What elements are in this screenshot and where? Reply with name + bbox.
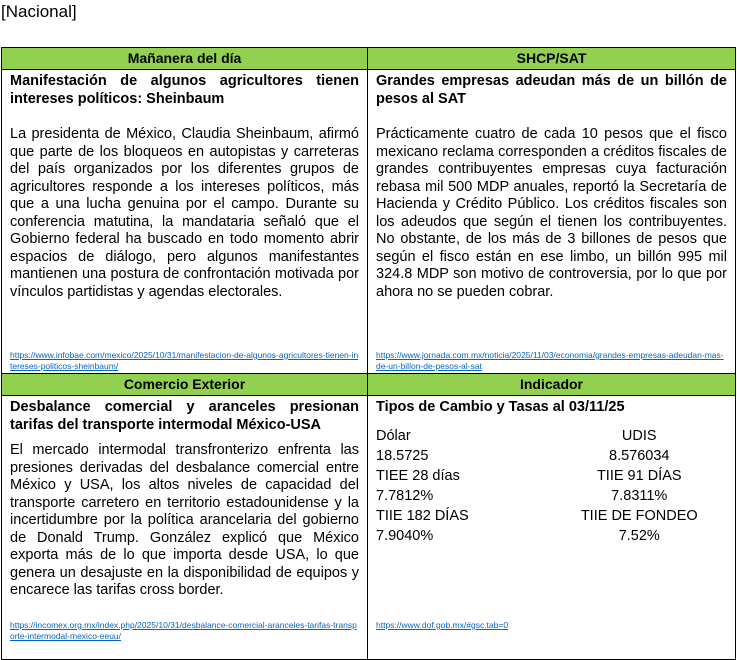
tiie28-value: 7.7812% (376, 488, 434, 504)
tiie91-label: TIIE 91 DÍAS (596, 468, 682, 484)
header-mananera: Mañanera del día (2, 48, 368, 70)
udis-label: UDIS (621, 428, 657, 444)
article-body: La presidenta de México, Claudia Sheinbaum, afirmó que parte de los bloqueos en autopistas y carreteras del país organizados por los diferentes grupos de agricultores responde a los intereses políticos, más que a una lucha genuina por el campo. Durante su conferencia matutina, la mandataria señaló que el Gobierno federal ha buscado en todo momento abrir espacios de diálogo, pero algunos manifestantes mantienen una postura de confrontación motivada por vínculos partidistas y agendas electorales. (10, 126, 359, 300)
tiie28-label: TIEE 28 días (376, 468, 460, 484)
tiie182-value: 7.9040% (376, 528, 434, 544)
article-title: Desbalance comercial y aranceles presionan tarifas del transporte intermodal México-USA (10, 399, 359, 433)
article-title: Grandes empresas adeudan más de un billón de pesos al SAT (376, 73, 727, 107)
header-shcp-sat: SHCP/SAT (368, 48, 736, 70)
region-label: [Nacional] (1, 2, 77, 21)
cell-indicador (368, 396, 736, 660)
source-link[interactable]: https://www.dof.gob.mx/#gsc.tab=0 (376, 620, 509, 630)
source-link[interactable]: https://www.infobae.com/mexico/2025/10/31/manifestacion-de-algunos-agricultores-tienen-intereses-politicos-sheinbaum/ (10, 350, 359, 371)
article-body: Prácticamente cuatro de cada 10 pesos que el fisco mexicano reclama corresponden a créditos fiscales de grandes contribuyentes empresas cuya facturación rebasa mil 500 MDP anuales, reportó la Secretaría de Hacienda y Crédito Público. Los créditos fiscales son los adeudos que según el tienen los contribuyentes. No obstante, de los más de 3 billones de pesos que según el fisco están en ese limbo, un billón 995 mil 324.8 MDP son motivo de controversia, por lo que por ahora no se pueden cobrar. (376, 126, 727, 300)
header-comercio-exterior: Comercio Exterior (2, 374, 368, 396)
source-link[interactable]: https://incomex.org.mx/index.php/2025/10/31/desbalance-comercial-aranceles-tarifas-transporte-intermodal-mexico-eeuu/ (10, 620, 357, 641)
fondeo-label: TIIE DE FONDEO (580, 508, 698, 524)
source-link[interactable]: https://www.jornada.com.mx/noticia/2025/11/03/economia/grandes-empresas-adeudan-mas-de-un-billon-de-pesos-al-sat (376, 350, 724, 371)
header-indicador: Indicador (368, 374, 736, 396)
dolar-value: 18.5725 (376, 448, 429, 464)
cell-mananera (2, 70, 368, 374)
indicator-grid (376, 426, 727, 546)
article-body: El mercado intermodal transfronterizo enfrenta las presiones derivadas del desbalance comercial entre México y USA, los altos niveles de capacidad del transporte carretero en territorio estadounidense y la incertidumbre por la política arancelaria del gobierno de Donald Trump. González explicó que México exporta más de lo que importa desde USA, lo que genera un desajuste en la disponibilidad de equipos y encarece las tarifas cross border. (10, 442, 359, 598)
udis-value: 8.576034 (609, 448, 670, 464)
news-table (1, 47, 736, 660)
dolar-label: Dólar (376, 428, 411, 444)
tiie182-label: TIIE 182 DÍAS (376, 508, 469, 524)
cell-comercio-exterior (2, 396, 368, 660)
article-title: Manifestación de algunos agricultores tienen intereses políticos: Sheinbaum (10, 73, 359, 107)
fondeo-value: 7.52% (618, 528, 660, 544)
cell-shcp-sat (368, 70, 736, 374)
indicator-title: Tipos de Cambio y Tasas al 03/11/25 (376, 399, 625, 415)
tiie91-value: 7.8311% (611, 488, 668, 504)
